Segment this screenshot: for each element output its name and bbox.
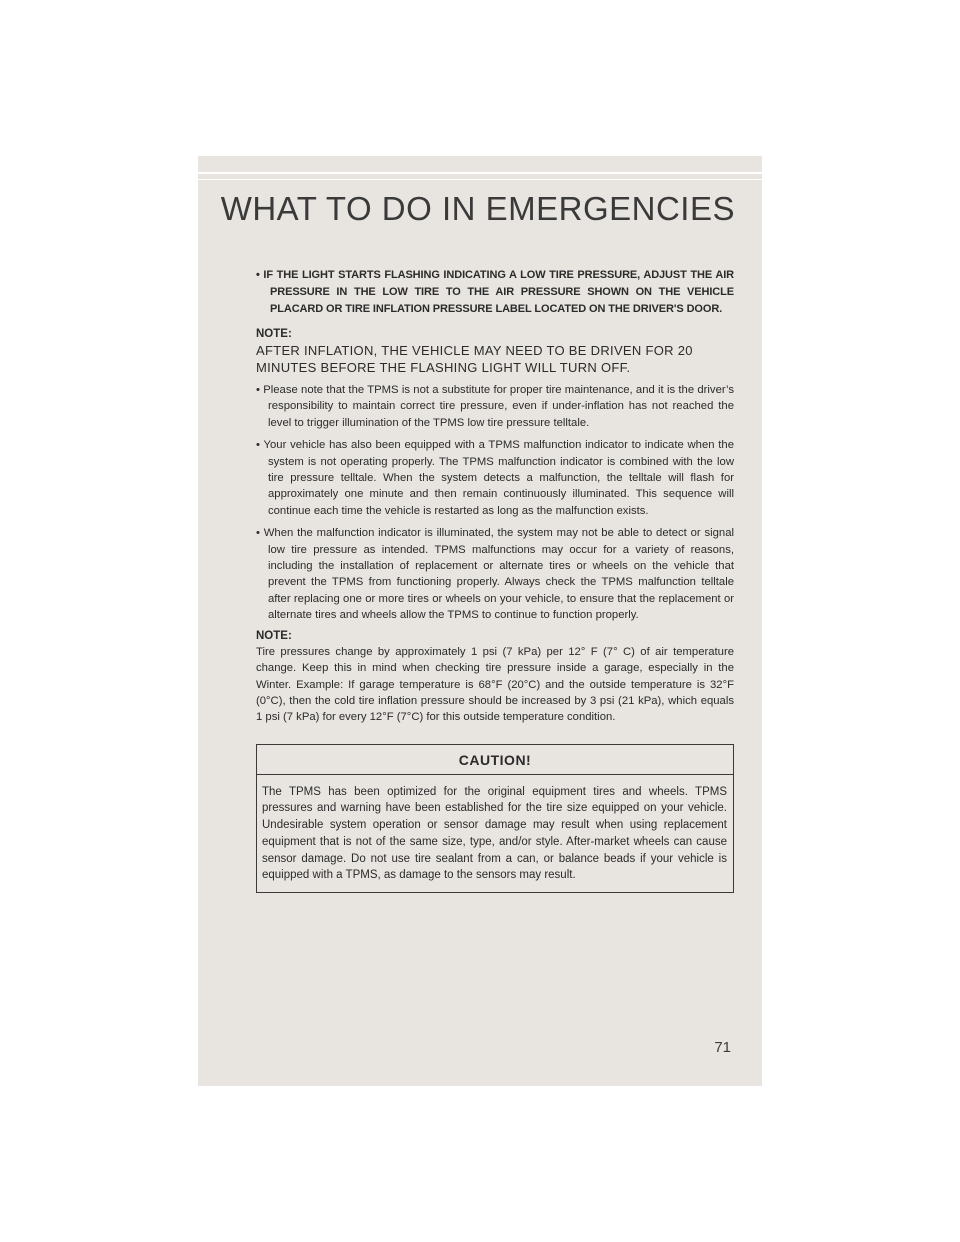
section-title: WHAT TO DO IN EMERGENCIES (220, 190, 735, 227)
list-item: • Please note that the TPMS is not a substitute for proper tire maintenance, and it is the driver’s responsibility to maintain correct tire pressure, even if under-inflation has not reached the level to trigger illumination of the TPMS low tire pressure telltale. (256, 384, 734, 429)
list-item: • Your vehicle has also been equipped with a TPMS malfunction indicator to indicate when the system is not operating properly. The TPMS malfunction indicator is combined with the low tire pressure telltale. When the system detects a malfunction, the telltale will flash for approximately one minute and then remain continuously illuminated. This sequence will continue each time the vehicle is restarted as long as the malfunction exists. (256, 439, 734, 517)
warning-bullet: • IF THE LIGHT STARTS FLASHING INDICATING A LOW TIRE PRESSURE, ADJUST THE AIR PRESSURE IN THE LOW TIRE TO THE AIR PRESSURE SHOWN ON THE VEHICLE PLACARD OR TIRE INFLATION PRESSURE LABEL LOCATED ON THE DRIVER'S DOOR. (256, 269, 734, 315)
note-text: Tire pressures change by approximately 1 psi (7 kPa) per 12° F (7° C) of air temperature change. Keep this in mind when checking tire pressure inside a garage, especially in the Winter. Example: If garage temperature is 68°F (20°C) and the outside temperature is 32°F (0°C), then the cold tire inflation pressure should be increased by 3 psi (21 kPa), which equals 1 psi (7 kPa) for every 12°F (7°C) for this outside temperature condition. (256, 645, 734, 724)
header-rule-bottom (198, 179, 762, 180)
page-number: 71 (714, 1039, 731, 1056)
caution-body: The TPMS has been optimized for the original equipment tires and wheels. TPMS pressures and warning have been established for the tire size equipped on your vehicle. Undesirable system operation or sensor damage may result when using replacement equipment that is not of the same size, type, and/or style. After-market wheels can cause sensor damage. Do not use tire sealant from a can, or balance beads if your vehicle is equipped with a TPMS, as damage to the sensors may result. (262, 785, 727, 882)
manual-page (198, 156, 762, 1086)
note-label: NOTE: (256, 629, 292, 642)
caution-title: CAUTION! (257, 745, 733, 775)
note-label: NOTE: (256, 328, 292, 340)
caution-box (256, 744, 734, 893)
note-text: AFTER INFLATION, THE VEHICLE MAY NEED TO BE DRIVEN FOR 20 MINUTES BEFORE THE FLASHING LIGHT WILL TURN OFF. (256, 343, 693, 375)
list-item: • When the malfunction indicator is illuminated, the system may not be able to detect or signal low tire pressure as intended. TPMS malfunctions may occur for a variety of reasons, including the installation of replacement or alternate tires or wheels on the vehicle that prevent the TPMS from functioning properly. Always check the TPMS malfunction telltale after replacing one or more tires or wheels on your vehicle, to ensure that the replacement or alternate tires and wheels allow the TPMS to continue to function properly. (256, 527, 734, 622)
header-rule-top (198, 172, 762, 174)
page-content (256, 267, 734, 893)
